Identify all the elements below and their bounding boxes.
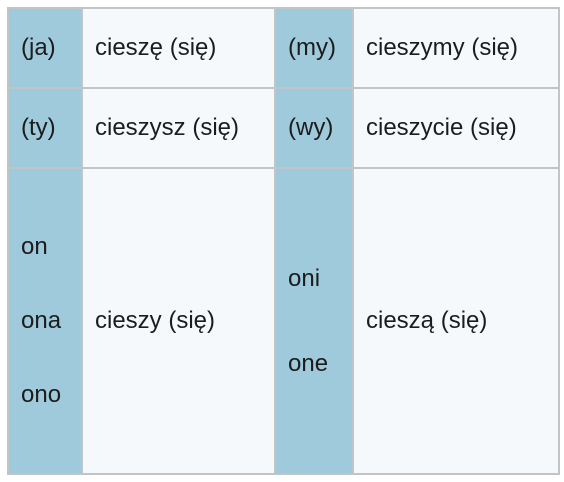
- pronoun-label: oni: [288, 264, 321, 292]
- conjugation-table: [7, 7, 560, 475]
- pronoun-stack: [21, 210, 81, 432]
- verb-form-cell: cieszysz (się): [82, 88, 275, 168]
- verb-form-cell: cieszymy (się): [353, 8, 559, 88]
- verb-form-cell: cieszą (się): [353, 168, 559, 474]
- pronoun-cell: (ty): [8, 88, 82, 168]
- verb-form-cell: cieszycie (się): [353, 88, 559, 168]
- pronoun-stack-cell: [8, 168, 82, 474]
- pronoun-label: ona: [21, 307, 62, 334]
- table-row: [8, 8, 559, 88]
- pronoun-stack: [288, 236, 352, 406]
- pronoun-cell: (wy): [275, 88, 353, 168]
- table-row: [8, 88, 559, 168]
- pronoun-cell: (my): [275, 8, 353, 88]
- pronoun-label: one: [288, 349, 329, 377]
- pronoun-stack-cell: [275, 168, 353, 474]
- pronoun-label: on: [21, 233, 48, 260]
- verb-form-cell: cieszy (się): [82, 168, 275, 474]
- pronoun-label: ono: [21, 381, 62, 408]
- verb-form-cell: cieszę (się): [82, 8, 275, 88]
- pronoun-cell: (ja): [8, 8, 82, 88]
- table-row: [8, 168, 559, 474]
